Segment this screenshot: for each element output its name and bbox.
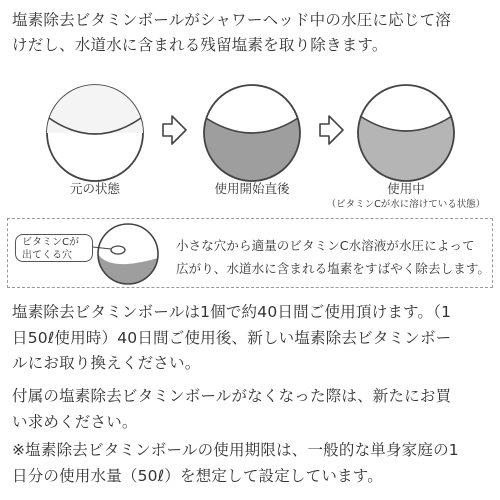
arrow-right-icon: [320, 116, 343, 144]
usage-line-3: ルにお取り換えください。: [12, 354, 201, 372]
usage-duration-paragraph: [12, 300, 494, 377]
ball-original: [47, 85, 143, 181]
usage-line-2: 日50ℓ使用時）40日間ご使用後、新しい塩素除去ビタミンボー: [12, 328, 452, 347]
expiry-line-1: ※塩素除去ビタミンボールの使用期限は、一般的な単身家庭の1: [12, 441, 459, 459]
stage-label-in-use: 使用中: [387, 181, 425, 196]
repurchase-line-1: 付属の塩素除去ビタミンボールがなくなった際は、新たにお買: [12, 387, 452, 405]
stage-label-just-started: 使用開始直後: [214, 181, 290, 196]
arrow-right-icon: [163, 116, 186, 144]
callout-description: [176, 234, 490, 280]
callout-line-2: 広がり、水道水に含まれる塩素をすばやく除去します。: [176, 261, 491, 276]
ball-just-started: [200, 85, 310, 190]
hole-label-tag: [15, 234, 93, 262]
intro-line-1: 塩素除去ビタミンボールがシャワーヘッド中の水圧に応じて溶: [12, 11, 451, 29]
stage-label-original: 元の状態: [69, 181, 120, 196]
ball-in-use: [354, 85, 464, 188]
usage-line-1: 塩素除去ビタミンボールは1個で約40日間ご使用頂けます。（1: [12, 303, 452, 321]
hole-label-line-2: 出てくる穴: [22, 250, 72, 261]
expiry-note-paragraph: [12, 438, 494, 489]
intro-line-2: けだし、水道水に含まれる残留塩素を取り除きます。: [12, 36, 388, 54]
expiry-line-2: 日分の使用水量（50ℓ）を想定して設定しています。: [12, 466, 383, 485]
stage-note-in-use: （ビタミンCが水に溶けている状態）: [326, 199, 486, 210]
repurchase-line-2: い求めください。: [12, 412, 138, 431]
hole-label-line-1: ビタミンCが: [22, 237, 79, 248]
callout-line-1: 小さな穴から適量のビタミンC水溶液が水圧によって: [176, 238, 475, 253]
repurchase-paragraph: [12, 384, 494, 435]
